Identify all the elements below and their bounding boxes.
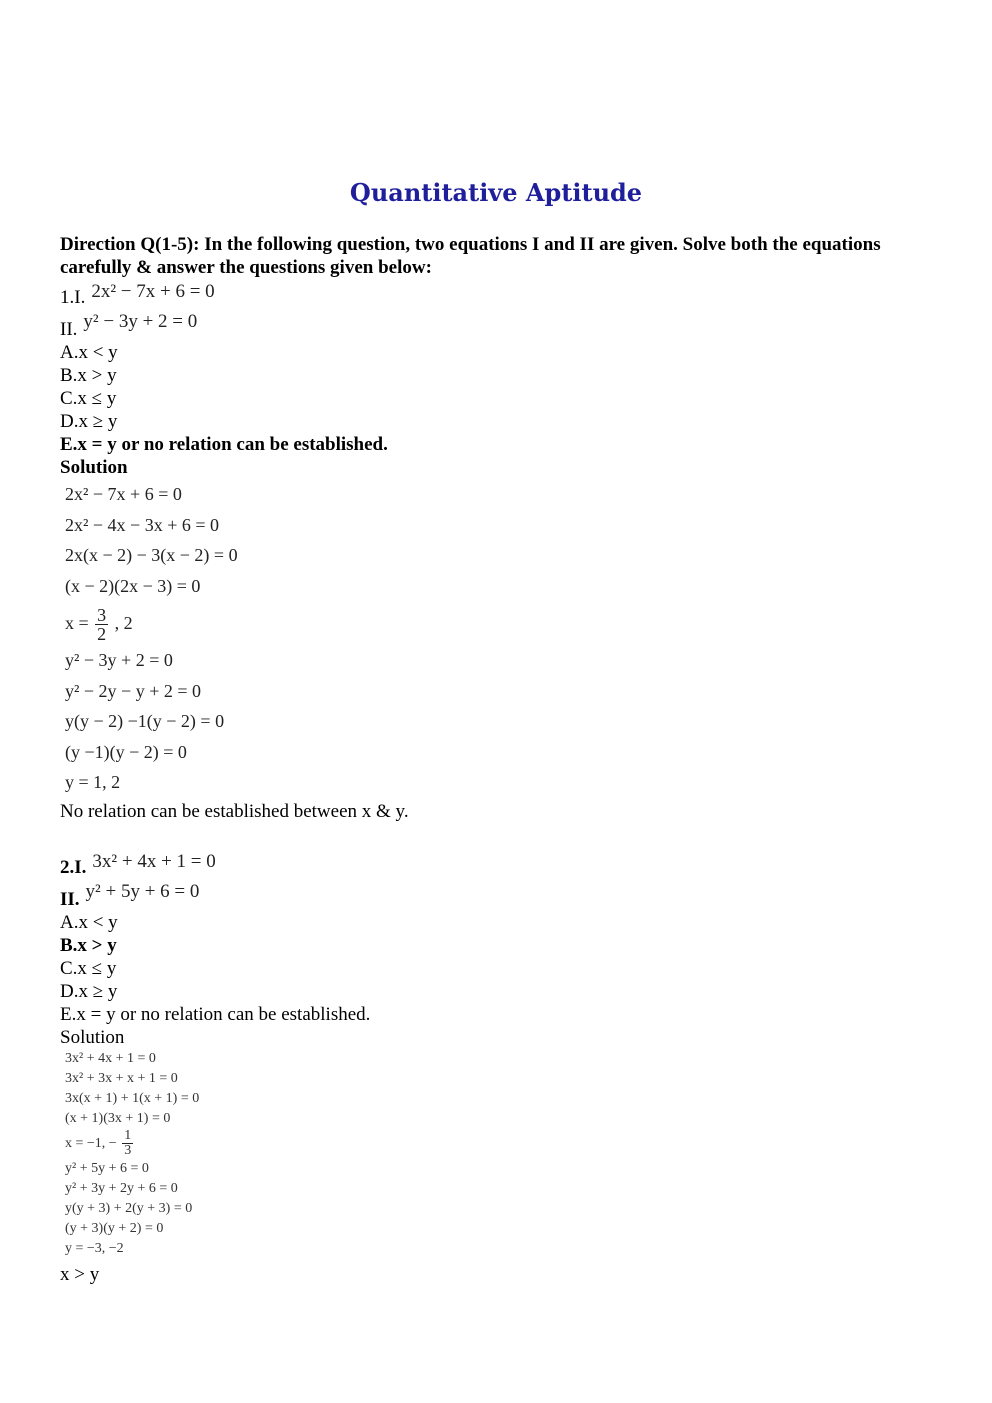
q2-x-prefix: x = −1, −: [65, 1135, 117, 1151]
q2-step-y-1: y² + 5y + 6 = 0: [65, 1160, 149, 1176]
section-spacer: [60, 823, 940, 847]
q1-option-b: B.x > y: [60, 365, 117, 386]
q2-option-b: B.x > y: [60, 934, 117, 956]
q2-solution-label: Solution: [60, 1026, 125, 1048]
q2-label-ii: II.: [60, 888, 80, 910]
q1-eq-ii: y² − 3y + 2 = 0: [83, 311, 198, 332]
q2-x-den: 3: [124, 1142, 132, 1158]
q1-option-d: D.x ≥ y: [60, 411, 118, 432]
q2-equation-i: [60, 847, 940, 879]
q2-option-a: A.x < y: [60, 911, 118, 933]
page-title: Quantitative Aptitude: [349, 178, 643, 207]
q1-solution-label: Solution: [60, 457, 128, 478]
q1-step-2: 2x² − 4x − 3x + 6 = 0: [65, 514, 220, 535]
q1-step-4: (x − 2)(2x − 3) = 0: [65, 575, 201, 596]
q1-option-a: A.x < y: [60, 342, 118, 363]
q2-step-3: 3x(x + 1) + 1(x + 1) = 0: [65, 1090, 200, 1106]
q2-conclusion: x > y: [60, 1263, 100, 1285]
q1-solution: [60, 479, 940, 798]
q1-option-c: C.x ≤ y: [60, 388, 117, 409]
q1-step-y-1: y² − 3y + 2 = 0: [65, 650, 173, 670]
q2-step-x-roots: [65, 1129, 940, 1159]
q2-step-y-5: y = −3, −2: [65, 1240, 124, 1256]
q2-step-y-2: y² + 3y + 2y + 6 = 0: [65, 1180, 178, 1196]
document-body: [60, 233, 940, 1286]
q1-x-num: 3: [97, 605, 107, 626]
q2-step-2: 3x² + 3x + x + 1 = 0: [65, 1070, 178, 1086]
q2-x-fraction: [122, 1129, 133, 1158]
q2-step-y-4: (y + 3)(y + 2) = 0: [65, 1220, 164, 1236]
q1-eq-i: 2x² − 7x + 6 = 0: [91, 281, 215, 302]
q2-label-i: 2.I.: [60, 856, 87, 878]
q1-option-e: E.x = y or no relation can be established.: [60, 434, 388, 455]
q1-equation-i: [60, 279, 940, 309]
q2-solution: [60, 1049, 940, 1259]
q1-conclusion: No relation can be established between x & y.: [60, 800, 409, 822]
q1-label-i: 1.I.: [60, 287, 86, 308]
q2-equation-ii: [60, 879, 940, 911]
q1-step-1: 2x² − 7x + 6 = 0: [65, 484, 182, 504]
q1-step-y-5: y = 1, 2: [65, 772, 121, 792]
q2-option-e: E.x = y or no relation can be established.: [60, 1003, 371, 1025]
q1-equation-ii: [60, 309, 940, 341]
direction-text: Direction Q(1-5): In the following question, two equations I and II are given. Solve both the equations carefully & answer the questions given below:: [60, 234, 881, 278]
q2-step-y-3: y(y + 3) + 2(y + 3) = 0: [65, 1200, 193, 1216]
q1-label-ii: II.: [60, 319, 78, 340]
q2-step-1: 3x² + 4x + 1 = 0: [65, 1050, 156, 1066]
q2-step-4: (x + 1)(3x + 1) = 0: [65, 1110, 171, 1126]
q2-option-d: D.x ≥ y: [60, 980, 118, 1002]
q2-eq-ii: y² + 5y + 6 = 0: [85, 880, 200, 902]
q1-x-prefix: x =: [65, 613, 89, 633]
q1-step-y-2: y² − 2y − y + 2 = 0: [65, 680, 202, 701]
q2-eq-i: 3x² + 4x + 1 = 0: [92, 850, 216, 872]
q2-x-num: 1: [124, 1127, 132, 1143]
q1-step-y-3: y(y − 2) −1(y − 2) = 0: [65, 711, 225, 731]
q1-x-den: 2: [97, 624, 107, 645]
q2-option-c: C.x ≤ y: [60, 957, 117, 979]
q1-x-fraction: [95, 606, 108, 643]
q1-step-x-roots: [65, 601, 940, 645]
q1-x-suffix: , 2: [114, 613, 133, 633]
q1-step-y-4: (y −1)(y − 2) = 0: [65, 741, 187, 762]
q1-step-3: 2x(x − 2) − 3(x − 2) = 0: [65, 545, 238, 565]
